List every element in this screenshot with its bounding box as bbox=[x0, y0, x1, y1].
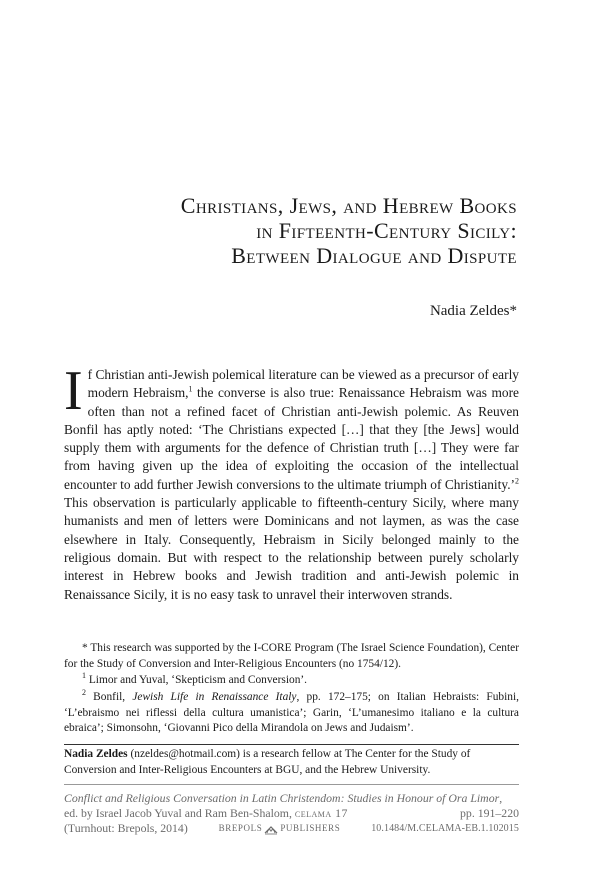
publisher-name-b: PUBLISHERS bbox=[280, 823, 341, 834]
footnote-ref-1[interactable]: 1 bbox=[188, 384, 193, 394]
drop-cap: I bbox=[64, 360, 83, 422]
author-name: Nadia Zeldes* bbox=[429, 303, 517, 319]
imprint-top-rule bbox=[64, 784, 519, 785]
footnote-ref-2[interactable]: 2 bbox=[515, 476, 519, 486]
footnote-2 bbox=[64, 690, 519, 737]
publisher bbox=[219, 821, 341, 836]
series: celama 17 bbox=[294, 806, 348, 821]
bio-name: Nadia Zeldes bbox=[64, 748, 128, 760]
body-segment-2: the converse is also true: Renaissance Hebraism was more often than not a refined facet of Christian anti-Jewish polemic. As Reuven Bonfil has aptly noted: ‘The Christians expected […] that they [the Jews] would supply them with arguments for the defence of Christian truth […] They were far from having given up the idea of exploiting the occasion of the intellectual encounter to add further Jewish conversions to the ultimate triumph of Christianity.’ bbox=[64, 385, 519, 492]
body-segment-1: f Christian anti-Jewish polemical literature can be viewed as a precursor of early modern Hebraism, bbox=[87, 367, 519, 401]
imprint-line-2 bbox=[64, 806, 519, 821]
doi[interactable]: 10.1484/M.CELAMA-EB.1.102015 bbox=[371, 823, 519, 835]
footnote-2-text-b: , pp. 172–175; on Italian Hebraists: Fubini, ‘L’ebraismo nei riflessi della cultura umanistica’; Garin, ‘L’umanesimo italiano e la cultura ebraica’; Simonsohn, ‘Giovanni Pico della Mirandola on Jews and Judaism’. bbox=[64, 691, 519, 734]
imprint-block bbox=[64, 791, 519, 837]
footnote-2-text-a: Bonfil, bbox=[86, 691, 133, 703]
publisher-name-a: BREPOLS bbox=[218, 823, 263, 834]
footnote-1 bbox=[64, 673, 519, 689]
title-line-2: in Fifteenth-Century Sicily: bbox=[256, 218, 517, 243]
footnote-star-text: * This research was supported by the I-CORE Program (The Israel Science Foundation), Center for the Study of Conversion and Inter-Religious Encounters (no 1754/12). bbox=[64, 642, 519, 670]
publication-place: (Turnhout: Brepols, 2014) bbox=[64, 821, 188, 836]
editors: ed. by Israel Jacob Yuval and Ram Ben-Shalom, bbox=[64, 806, 292, 821]
footnote-1-mark: 1 bbox=[82, 671, 86, 681]
footnote-2-book-title: Jewish Life in Renaissance Italy bbox=[132, 691, 297, 703]
bio-text: (nzeldes@hotmail.com) is a research fellow at The Center for the Study of Conversion and Inter-Religious Encounters at BGU, and the Hebrew University. bbox=[64, 748, 471, 776]
footnote-2-mark: 2 bbox=[82, 688, 86, 698]
footnote-1-text: Limor and Yuval, ‘Skepticism and Conversion’. bbox=[86, 674, 308, 686]
bio-top-rule bbox=[64, 744, 519, 745]
brepols-logo-icon bbox=[264, 824, 278, 835]
body-segment-3: This observation is particularly applicable to fifteenth-century Sicily, where many humanists and men of letters were Dominicans and not laymen, as was the case elsewhere in Italy. Consequently, Hebraism in Sicily belonged mainly to the religious domain. But with respect to the relationship between purely scholarly interest in Hebrew books and Jewish tradition and anti-Jewish polemic in Renaissance Sicily, it is no easy task to unravel their interwoven strands. bbox=[64, 495, 519, 602]
page-range: pp. 191–220 bbox=[460, 806, 519, 821]
body-paragraph bbox=[64, 360, 519, 604]
title-line-3: Between Dialogue and Dispute bbox=[231, 243, 517, 268]
author-bio bbox=[64, 747, 519, 778]
footnote-star bbox=[64, 641, 519, 672]
imprint-line-1: Conflict and Religious Conversation in Latin Christendom: Studies in Honour of Ora Limor, bbox=[64, 791, 503, 805]
chapter-title bbox=[181, 193, 517, 268]
title-line-1: Christians, Jews, and Hebrew Books bbox=[180, 193, 517, 218]
imprint-line-3 bbox=[64, 821, 519, 836]
book-title: Conflict and Religious Conversation in Latin Christendom: Studies in Honour of Ora Limor bbox=[64, 791, 500, 805]
